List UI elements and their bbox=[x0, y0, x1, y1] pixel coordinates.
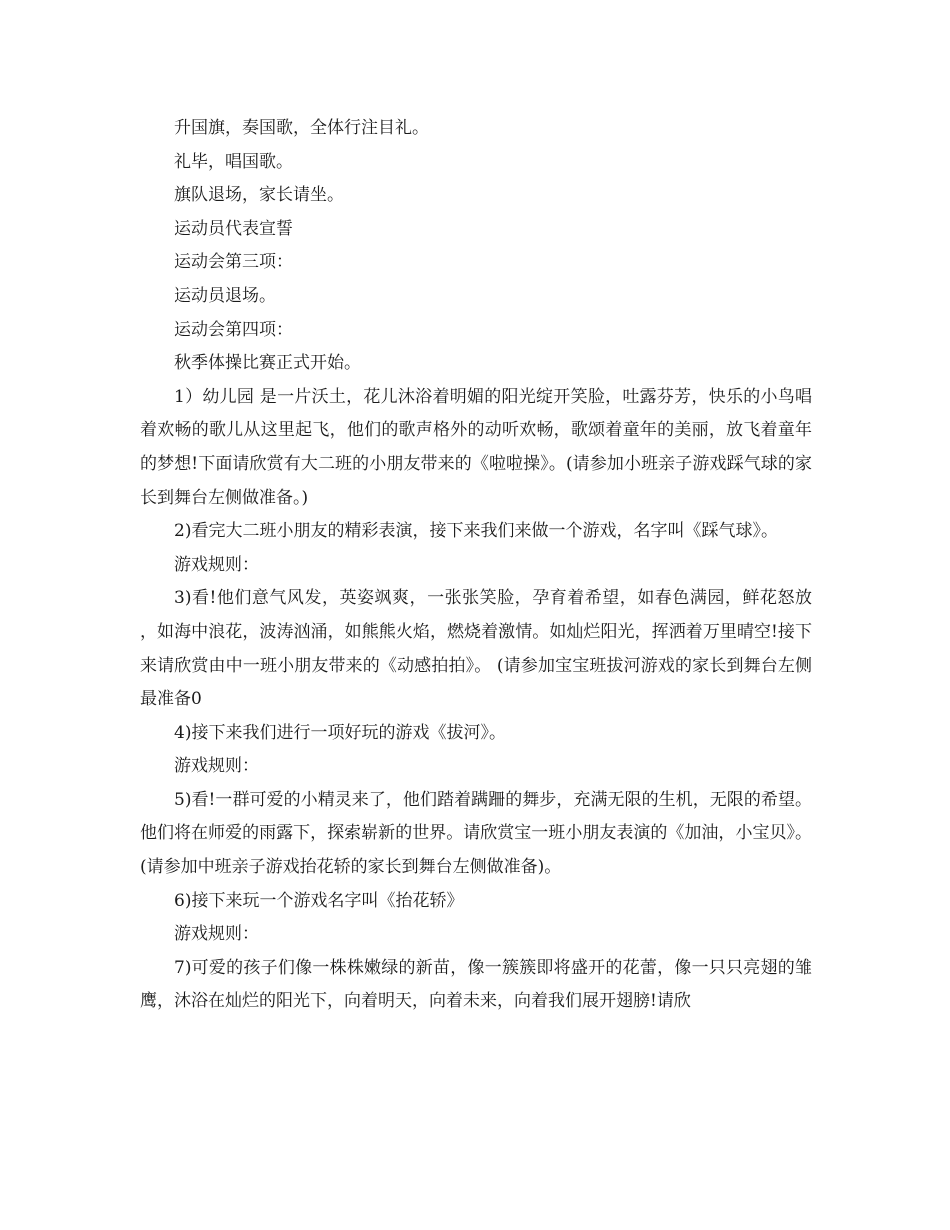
paragraph: 6)接下来玩一个游戏名字叫《抬花轿》 bbox=[174, 890, 464, 911]
paragraph: 运动会第三项： bbox=[174, 252, 293, 273]
paragraph: 1）幼儿园 是一片沃土，花儿沐浴着明媚的阳光绽开笑脸，吐露芬芳，快乐的小鸟唱着欢畅的歌儿从这里起飞，他们的歌声格外的动听欢畅，歌颂着童年的美丽，放飞着童年的梦想!下面请欣赏有大二班的小朋友带来的《啦啦操》。(请参加小班亲子游戏踩气球的家长到舞台左侧做准备。) bbox=[140, 386, 812, 508]
paragraph: 礼毕，唱国歌。 bbox=[174, 151, 293, 172]
paragraph: 秋季体操比赛正式开始。 bbox=[174, 353, 361, 374]
paragraph: 7)可爱的孩子们像一株株嫩绿的新苗，像一簇簇即将盛开的花蕾，像一只只亮翅的雏鹰，沐浴在灿烂的阳光下，向着明天，向着未来，向着我们展开翅膀!请欣 bbox=[140, 957, 812, 1012]
paragraph: 升国旗，奏国歌，全体行注目礼。 bbox=[174, 118, 429, 138]
paragraph: 运动员退场。 bbox=[174, 285, 276, 306]
paragraph: 游戏规则： bbox=[174, 554, 259, 575]
paragraph: 旗队退场，家长请坐。 bbox=[174, 185, 344, 206]
paragraph: 游戏规则： bbox=[174, 924, 259, 945]
paragraph: 游戏规则： bbox=[174, 756, 259, 777]
paragraph: 4)接下来我们进行一项好玩的游戏《拔河》。 bbox=[174, 722, 506, 743]
paragraph: 3)看!他们意气风发，英姿飒爽，一张张笑脸，孕育着希望，如春色满园，鲜花怒放 ，如海中浪花，波涛汹涌，如熊熊火焰，燃烧着激情。如灿烂阳光，挥洒着万里晴空!接下来请欣赏由中一班小朋友带来的《动感拍拍》。 (请参加宝宝班拔河游戏的家长到舞台左侧最准备0 bbox=[140, 588, 812, 710]
paragraph: 5)看!一群可爱的小精灵来了，他们踏着蹒跚的舞步，充满无限的生机，无限的希望。他们将在师爱的雨露下，探索崭新的世界。请欣赏宝一班小朋友表演的《加油，小宝贝》。(请参加中班亲子游戏抬花轿的家长到舞台左侧做准备)。 bbox=[140, 789, 812, 878]
paragraph: 运动会第四项： bbox=[174, 319, 293, 340]
paragraph: 运动员代表宣誓 bbox=[174, 218, 293, 239]
document-body bbox=[140, 112, 812, 1019]
paragraph: 2)看完大二班小朋友的精彩表演，接下来我们来做一个游戏，名字叫《踩气球》。 bbox=[174, 521, 778, 542]
